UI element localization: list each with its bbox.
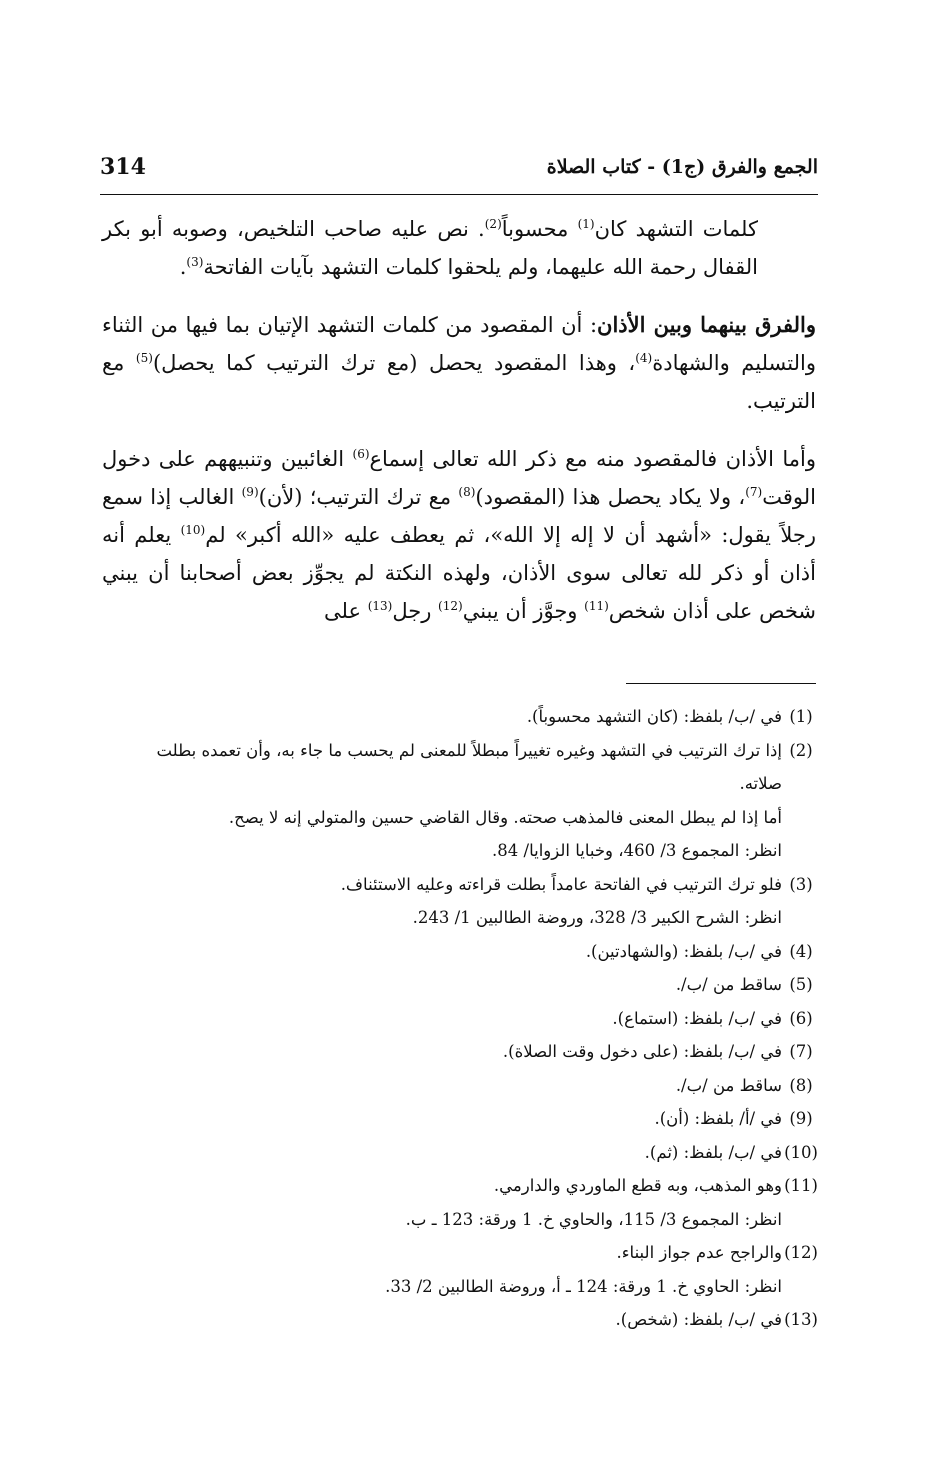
footnote-number: (2) xyxy=(789,740,813,760)
footnote-line: وهو المذهب، وبه قطع الماوردي والدارمي. xyxy=(493,1176,782,1195)
footnote-text xyxy=(130,1002,782,1036)
footnote-ref: (4) xyxy=(635,351,653,365)
footnote-line: في /ب/ بلفظ: (استماع). xyxy=(612,1008,782,1028)
paragraph-1: كلمات التشهد كان$^{(1)}$ محسوباً$^{(2)}$. نص عليه صاحب التلخيص، وصوبه أبو بكر القفال رحمة الله عليهما، ولم يلحقوا كلمات التشهد بآيات الفاتحة$^{(3)}$. xyxy=(102,217,758,279)
footnote-number: (1) xyxy=(789,707,813,726)
footnote xyxy=(130,1102,820,1136)
footnote-text xyxy=(130,1102,782,1136)
footnote-line: أما إذا لم يبطل المعنى فالمذهب صحته. وقال القاضي حسين والمتولي إنه لا يصح. xyxy=(228,807,782,827)
footnote-line: ساقط من /ب/. xyxy=(675,1075,782,1095)
footnote-number: (12) xyxy=(784,1243,818,1262)
footnote-ref: (1) xyxy=(577,217,595,231)
footnote-line: فلو ترك الترتيب في الفاتحة عامداً بطلت قراءته وعليه الاستئناف. xyxy=(340,874,782,894)
footnote-line: في /أ/ بلفظ: (أن). xyxy=(654,1109,782,1128)
footnote-number: (8) xyxy=(789,1075,813,1095)
footnote-text xyxy=(130,968,782,1002)
footnote xyxy=(130,1035,820,1069)
footnote-text xyxy=(130,1035,782,1069)
footnote-ref: (2) xyxy=(484,217,502,231)
footnote-number: (5) xyxy=(789,975,813,994)
footnote-ref: (13) xyxy=(367,599,393,613)
footnote xyxy=(130,935,820,969)
footnote xyxy=(130,1169,820,1236)
footnote xyxy=(130,968,820,1002)
footnote-ref: (11) xyxy=(584,599,609,613)
paragraph-lead: والفرق بينهما وبين الأذان xyxy=(597,312,816,337)
footnote-text xyxy=(130,734,782,868)
footnote-ref: (6) xyxy=(352,447,370,461)
footnote-ref: (9) xyxy=(241,485,259,499)
footnote-line: ساقط من /ب/. xyxy=(675,975,782,994)
footnote xyxy=(130,868,820,935)
footnote-line: انظر: الحاوي خ. 1 ورقة: 124 ـ أ، وروضة الطالبين 2/ 33. xyxy=(385,1276,782,1296)
page-number: 314 xyxy=(100,154,146,180)
footnote-text xyxy=(130,1169,782,1236)
paragraph-3: وأما الأذان فالمقصود منه مع ذكر الله تعالى إسماع$^{(6)}$ الغائبين وتنبيههم على دخول الوقت$^{(7)}$، ولا يكاد يحصل هذا (المقصود)$^{(8)}$ مع ترك الترتيب؛ (لأن)$^{(9)}$ الغالب إذا سمع رجلاً يقول: «أشهد أن لا إله إلا الله»، ثم يعطف عليه «الله أكبر» لم$^{(10)}$ يعلم أنه أذان أو ذكر لله تعالى سوى الأذان، ولهذه النكتة لم يجوِّز بعض أصحابنا أن يبني شخص على أذان شخص$^{(11)}$ وجوَّز أن يبني$^{(12)}$ رجل$^{(13)}$ على xyxy=(102,447,816,623)
footnote-line: انظر: المجموع 3/ 115، والحاوي خ. 1 ورقة: 123 ـ ب. xyxy=(405,1209,782,1229)
footnote-line: في /ب/ بلفظ: (على دخول وقت الصلاة). xyxy=(502,1042,782,1061)
main-text xyxy=(102,210,816,638)
footnote-text xyxy=(130,1069,782,1103)
footnote-ref: (7) xyxy=(745,485,763,499)
footnote-text xyxy=(130,935,782,969)
footnote xyxy=(130,1136,820,1170)
footnote xyxy=(130,1303,820,1337)
footnote-ref: (8) xyxy=(458,485,476,499)
footnote-ref: (5) xyxy=(135,351,153,365)
footnote-text xyxy=(130,868,782,935)
footnote-number: (3) xyxy=(789,874,813,894)
footnote-ref: (3) xyxy=(186,255,204,269)
footnote-line: انظر: الشرح الكبير 3/ 328، وروضة الطالبين 1/ 243. xyxy=(412,908,782,927)
footnote-line: في /ب/ بلفظ: (كان التشهد محسوباً). xyxy=(526,707,782,726)
footnote-ref: (10) xyxy=(180,523,206,537)
footnote-number: (6) xyxy=(789,1008,813,1028)
footnote-number: (11) xyxy=(784,1176,818,1195)
footnote-number: (10) xyxy=(784,1142,818,1162)
footnote-line: في /ب/ بلفظ: (ثم). xyxy=(644,1142,782,1162)
footnote xyxy=(130,700,820,734)
footnote-number: (9) xyxy=(789,1109,813,1128)
footnote-text xyxy=(130,1236,782,1303)
footnote-line: إذا ترك الترتيب في التشهد وغيره تغييراً مبطلاً للمعنى لم يحسب ما جاء به، وأن تعمده بطلت صلاته. xyxy=(156,740,782,793)
footnote xyxy=(130,1069,820,1103)
footnote xyxy=(130,734,820,868)
footnote-number: (13) xyxy=(784,1310,818,1329)
footnote-number: (4) xyxy=(789,941,813,961)
footnote-text xyxy=(130,1303,782,1337)
paragraph-2: والفرق بينهما وبين الأذان: أن المقصود من كلمات التشهد الإتيان بما فيها من الثناء والتسليم والشهادة$^{(4)}$، وهذا المقصود يحصل (مع ترك الترتيب كما يحصل)$^{(5)}$ مع الترتيب. xyxy=(102,312,816,413)
footnote-ref: (12) xyxy=(438,599,463,613)
footnote xyxy=(130,1236,820,1303)
page-header xyxy=(100,150,818,195)
footnote-text xyxy=(130,700,782,734)
footnotes xyxy=(130,700,820,1337)
footnote-text xyxy=(130,1136,782,1170)
footnote-line: في /ب/ بلفظ: (شخص). xyxy=(615,1310,782,1329)
footnote xyxy=(130,1002,820,1036)
footnote-separator xyxy=(626,683,816,684)
footnote-line: في /ب/ بلفظ: (والشهادتين). xyxy=(585,941,782,961)
running-title: الجمع والفرق (ج1) - كتاب الصلاة xyxy=(546,156,818,178)
footnote-number: (7) xyxy=(789,1042,813,1061)
footnote-line: انظر: المجموع 3/ 460، وخبايا الزوايا/ 84. xyxy=(492,841,782,860)
footnote-line: والراجح عدم جواز البناء. xyxy=(616,1243,782,1262)
